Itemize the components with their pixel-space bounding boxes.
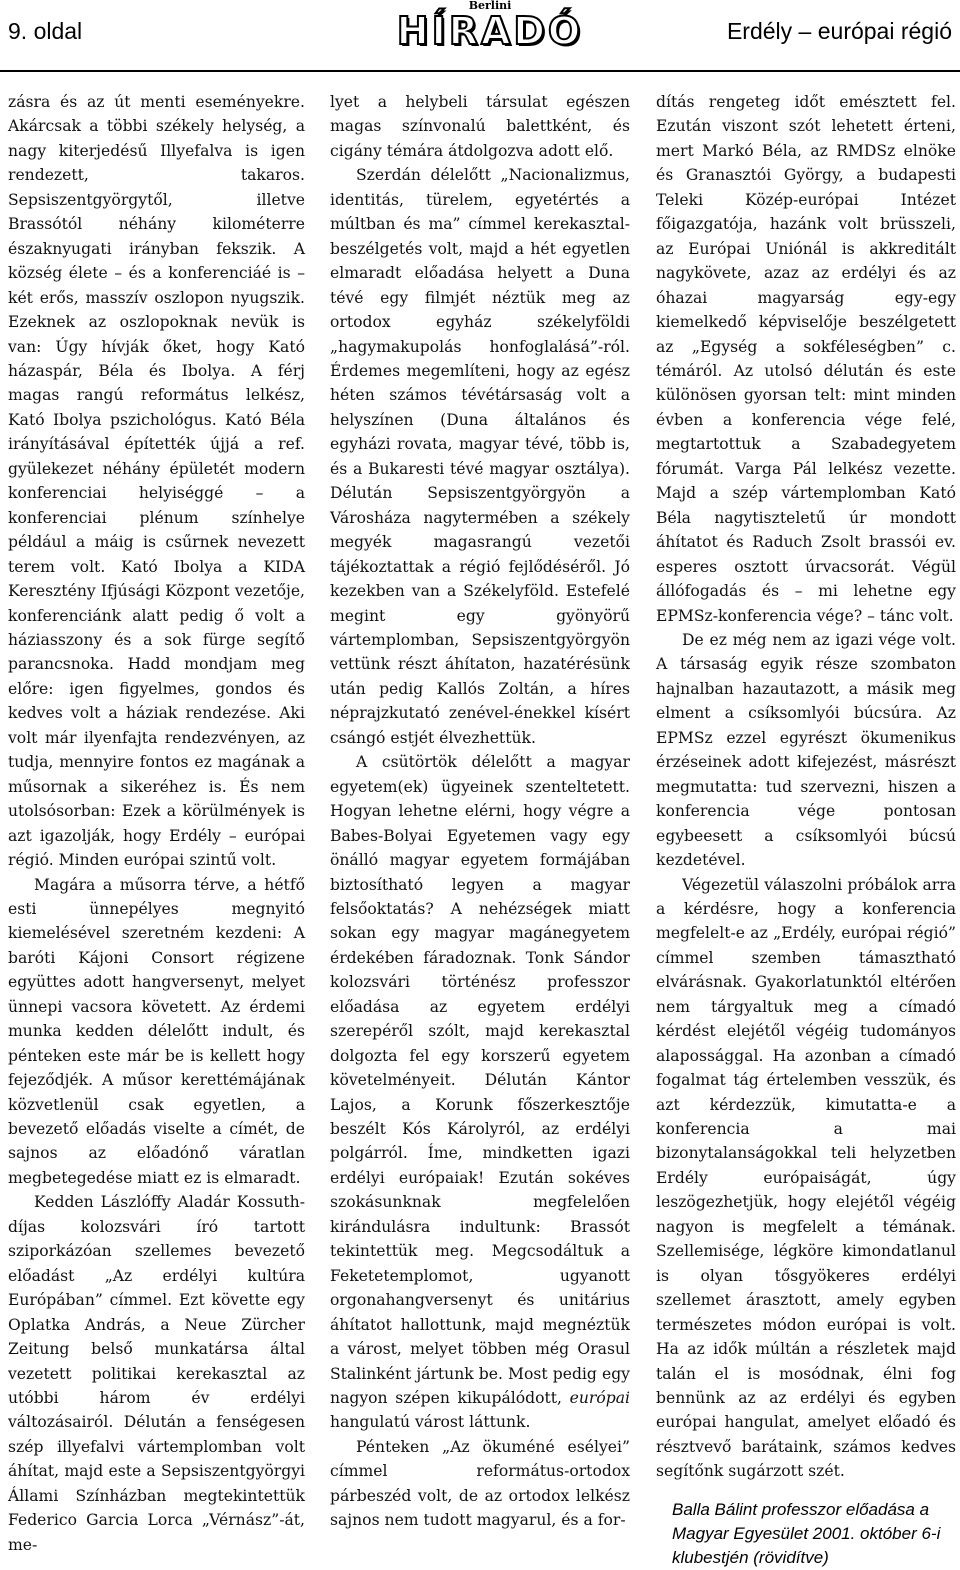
paragraph: De ez még nem az igazi vége volt. A társaság egyik része szombaton hajnalban hazautazott, a másik meg elment a csíksomlyói búcsúra. Az EPMSz ezzel egyrészt ökumenikus érzéseinek adott kifejezést, másrészt megmutatta: tud szervezni, hiszen a konferencia vége pontosan egybeesett a csíksomlyói búcsú kezdetével.	[656, 630, 956, 870]
paragraph-text: A csütörtök délelőtt a magyar egyetem(ek) ügyeinek szenteltetett. Hogyan lehetne elérni, hogy végre a Babes-Bolyai Egyetemen vagy egy önálló magyar egyetem formájában biztosítható legyen a magyar felsőoktatás? A nehézségek miatt sokan egy magyar magánegyetem érdekében fáradoznak. Tonk Sándor kolozsvári történész professzor előadása az egyetem erdélyi szerepéről szólt, majd kerekasztal dolgozta fel egy korszerű egyetem követelményeit. Délután Kántor Lajos, a Korunk főszerkesztője beszélt Kós Károlyról, az erdélyi polgárról. Íme, mindketten igazi erdélyi európaiak! Ezután sokéves szokásunknak megfelelően kirándulásra indultunk: Brassót tekintettük meg. Megcsodáltuk a Feketetemplomot, ugyanott orgonahangversenyt és unitárius áhítatot hallottunk, majd megnéztük a várost, melyet többen még Orasul Stalinként jártunk be. Most pedig egy nagyon szépen kikupálódott,	[330, 753, 630, 1408]
page-number: 9. oldal	[8, 18, 83, 44]
paragraph: Pénteken „Az ökuméné esélyei” címmel református-ortodox párbeszéd volt, de az ortodox lelkész sajnos nem tudott magyarul, és a for-	[330, 1437, 630, 1530]
paragraph: lyet a helybeli társulat egészen magas színvonalú balettként, és cigány témára átdolgozva adott elő.	[330, 93, 630, 160]
emphasis-text: európai	[569, 1389, 630, 1408]
paragraph-text: hangulatú várost láttunk.	[330, 1413, 531, 1432]
logo-subtitle: Berlini	[468, 0, 512, 12]
paragraph	[330, 750, 630, 1435]
paragraph: zásra és az út menti eseményekre. Akárcsak a többi székely helység, a nagy kiterjedésű Illyefalva is igen rendezett, takaros. Sepsiszentgyörgytől, illetve Brassótól néhány kilométerre északnyugati irányban fekszik. A község élete – és a konferenciáé is – két erős, masszív oszlopon nyugszik. Ezeknek az oszlopoknak nevük is van: Úgy hívják őket, hogy Kató házaspár, Béla és Ibolya. A férj magas rangú református lelkész, Kató Ibolya pszichológus. Kató Béla irányításával építették újjá a ref. gyülekezet néhány épületét modern konferenciai helyiséggé – a konferenciai plénum színhelye például a máig is csűrnek nevezett terem volt. Kató Ibolya a KIDA Keresztény Ifjúsági Központ vezetője, konferenciánk alatt pedig ő volt a háziasszony és a sok fürge segítő parancsnoka. Hadd mondjam meg előre: igen figyelmes, gondos és kedves volt a háziak rendezése. Aki volt már ilyenfajta rendezvényen, az tudja, mennyire fontos ez magának a műsornak a sikeréhez is. És nem utolsósorban: Ezek a körülmények is azt igazolják, hogy Erdély – európai régió. Minden európai szintű volt.	[8, 93, 305, 870]
paragraph: Végezetül válaszolni próbálok arra a kérdésre, hogy a konferencia megfelelt-e az „Erdély, európai régió” címmel szemben támasztható elvárásnak. Gyakorlatunktól eltérően nem tárgyaltuk meg a címadó kérdést elejétől végéig tudományos alapossággal. Ha azonban a címadó fogalmat tág értelemben vesszük, és azt kérdezzük, kimutatta-e a konferencia a mai bizonytalanságokkal teli helyzetben Erdély európaiságát, úgy leszögezhetjük, hogy elejétől végéig nagyon is megfelelt a témának. Szellemisége, légköre kimondatlanul is olyan tősgyökeres erdélyi szellemet árasztott, amely egyben természetes módon európai is volt. Ha az idők múltán a részletek majd talán el is mosódnak, élni fog bennünk az az erdélyi és egyben európai hangulat, amelyet előadó és résztvevő barátaink, számos kedves segítőnk sugárzott szét.	[656, 875, 956, 1481]
paragraph: dítás rengeteg időt emésztett fel. Ezután viszont szót lehetett érteni, mert Markó Béla, az RMDSz elnöke és Granasztói György, a budapesti Teleki Közép-európai Intézet főigazgatója, hazánk volt brüsszeli, az Európai Uniónál is akkreditált nagykövete, azaz az erdélyi és az óhazai magyarság egy-egy kiemelkedő képviselője beszélgetett az „Egység a sokféleségben” c. témáról. Az utolsó délután és este különösen gyorsan telt: mint minden évben a konferencia vége felé, megtartottuk a Szabadegyetem fórumát. Varga Pál lelkész vezette. Majd a szép vártemplomban Kató Béla nagytiszteletű úr mondott áhítatot és Raduch Zsolt brassói ev. esperes osztott úrvacsorát. Végül állófogadás és – mi lehetne egy EPMSz-konferencia vége? – tánc volt.	[656, 93, 956, 625]
page-header	[0, 0, 960, 72]
newspaper-logo	[380, 0, 600, 54]
article-column-1	[8, 90, 305, 1557]
logo-title: HÍRADÓ	[396, 9, 584, 53]
paragraph: Kedden Lászlóffy Aladár Kossuth-díjas kolozsvári író tartott sziporkázóan szellemes bevezető előadást „Az erdélyi kultúra Európában” címmel. Ezt követte egy Oplatka András, a Neue Zürcher Zeitung belső munkatársa által vezetett politikai kerekasztal az utóbbi három év erdélyi változásairól. Délután a fenségesen szép illyefalvi vártemplomban volt áhítat, majd este a Sepsiszentgyörgyi Állami Színházban megtekintettük Federico Garcia Lorca „Vérnász”-át, me-	[8, 1193, 305, 1554]
article-column-2	[330, 90, 630, 1533]
section-title: Erdély – európai régió	[726, 18, 952, 44]
header-divider	[0, 70, 960, 72]
paragraph: Magára a műsorra térve, a hétfő esti ünnepélyes megnyitó kiemelésével szeretném kezdeni: A baróti Kájoni Consort régizene együttes adott hangversenyt, melyet ünnepi vacsora követett. Az érdemi munka kedden délelőtt indult, és pénteken este már be is kellett hogy fejeződjék. A műsor kerettémájának közvetlenül csak egyetlen, a bevezető előadás viselte a címét, de sajnos az előadónő váratlan megbetegedése miatt ez is elmaradt.	[8, 875, 305, 1187]
paragraph: Szerdán délelőtt „Nacionalizmus, identitás, türelem, egyetértés a múltban és ma” címmel kerekasztal-beszélgetés volt, majd a hét egyetlen elmaradt előadása helyett a Duna tévé egy filmjét néztük meg az ortodox egyház székelyföldi „hagymakupolás honfoglalásá”-ról. Érdemes megemlíteni, hogy az egész héten számos tévétársaság volt a helyszínen (Duna általános és egyházi rovata, magyar tévé, több is, és a Bukaresti tévé magyar osztálya). Délután Sepsiszentgyörgyön a Városháza nagytermében a székely megyék magasrangú vezetői tájékoztattak a régió fejlődéséről. Jó kezekben van a Székelyföld. Estefelé megint egy gyönyörű vártemplomban, Sepsiszentgyörgyön vettünk részt áhítaton, hazatérésünk után pedig Kallós Zoltán, a híres néprajzkutató zenével-énekkel kísért csángó estjét élvezhettük.	[330, 166, 630, 747]
article-source-caption: Balla Bálint professzor előadása a Magyar Egyesület 2001. október 6-i klubestjén (rövidítve)	[672, 1499, 941, 1567]
article-column-3	[656, 90, 956, 1570]
